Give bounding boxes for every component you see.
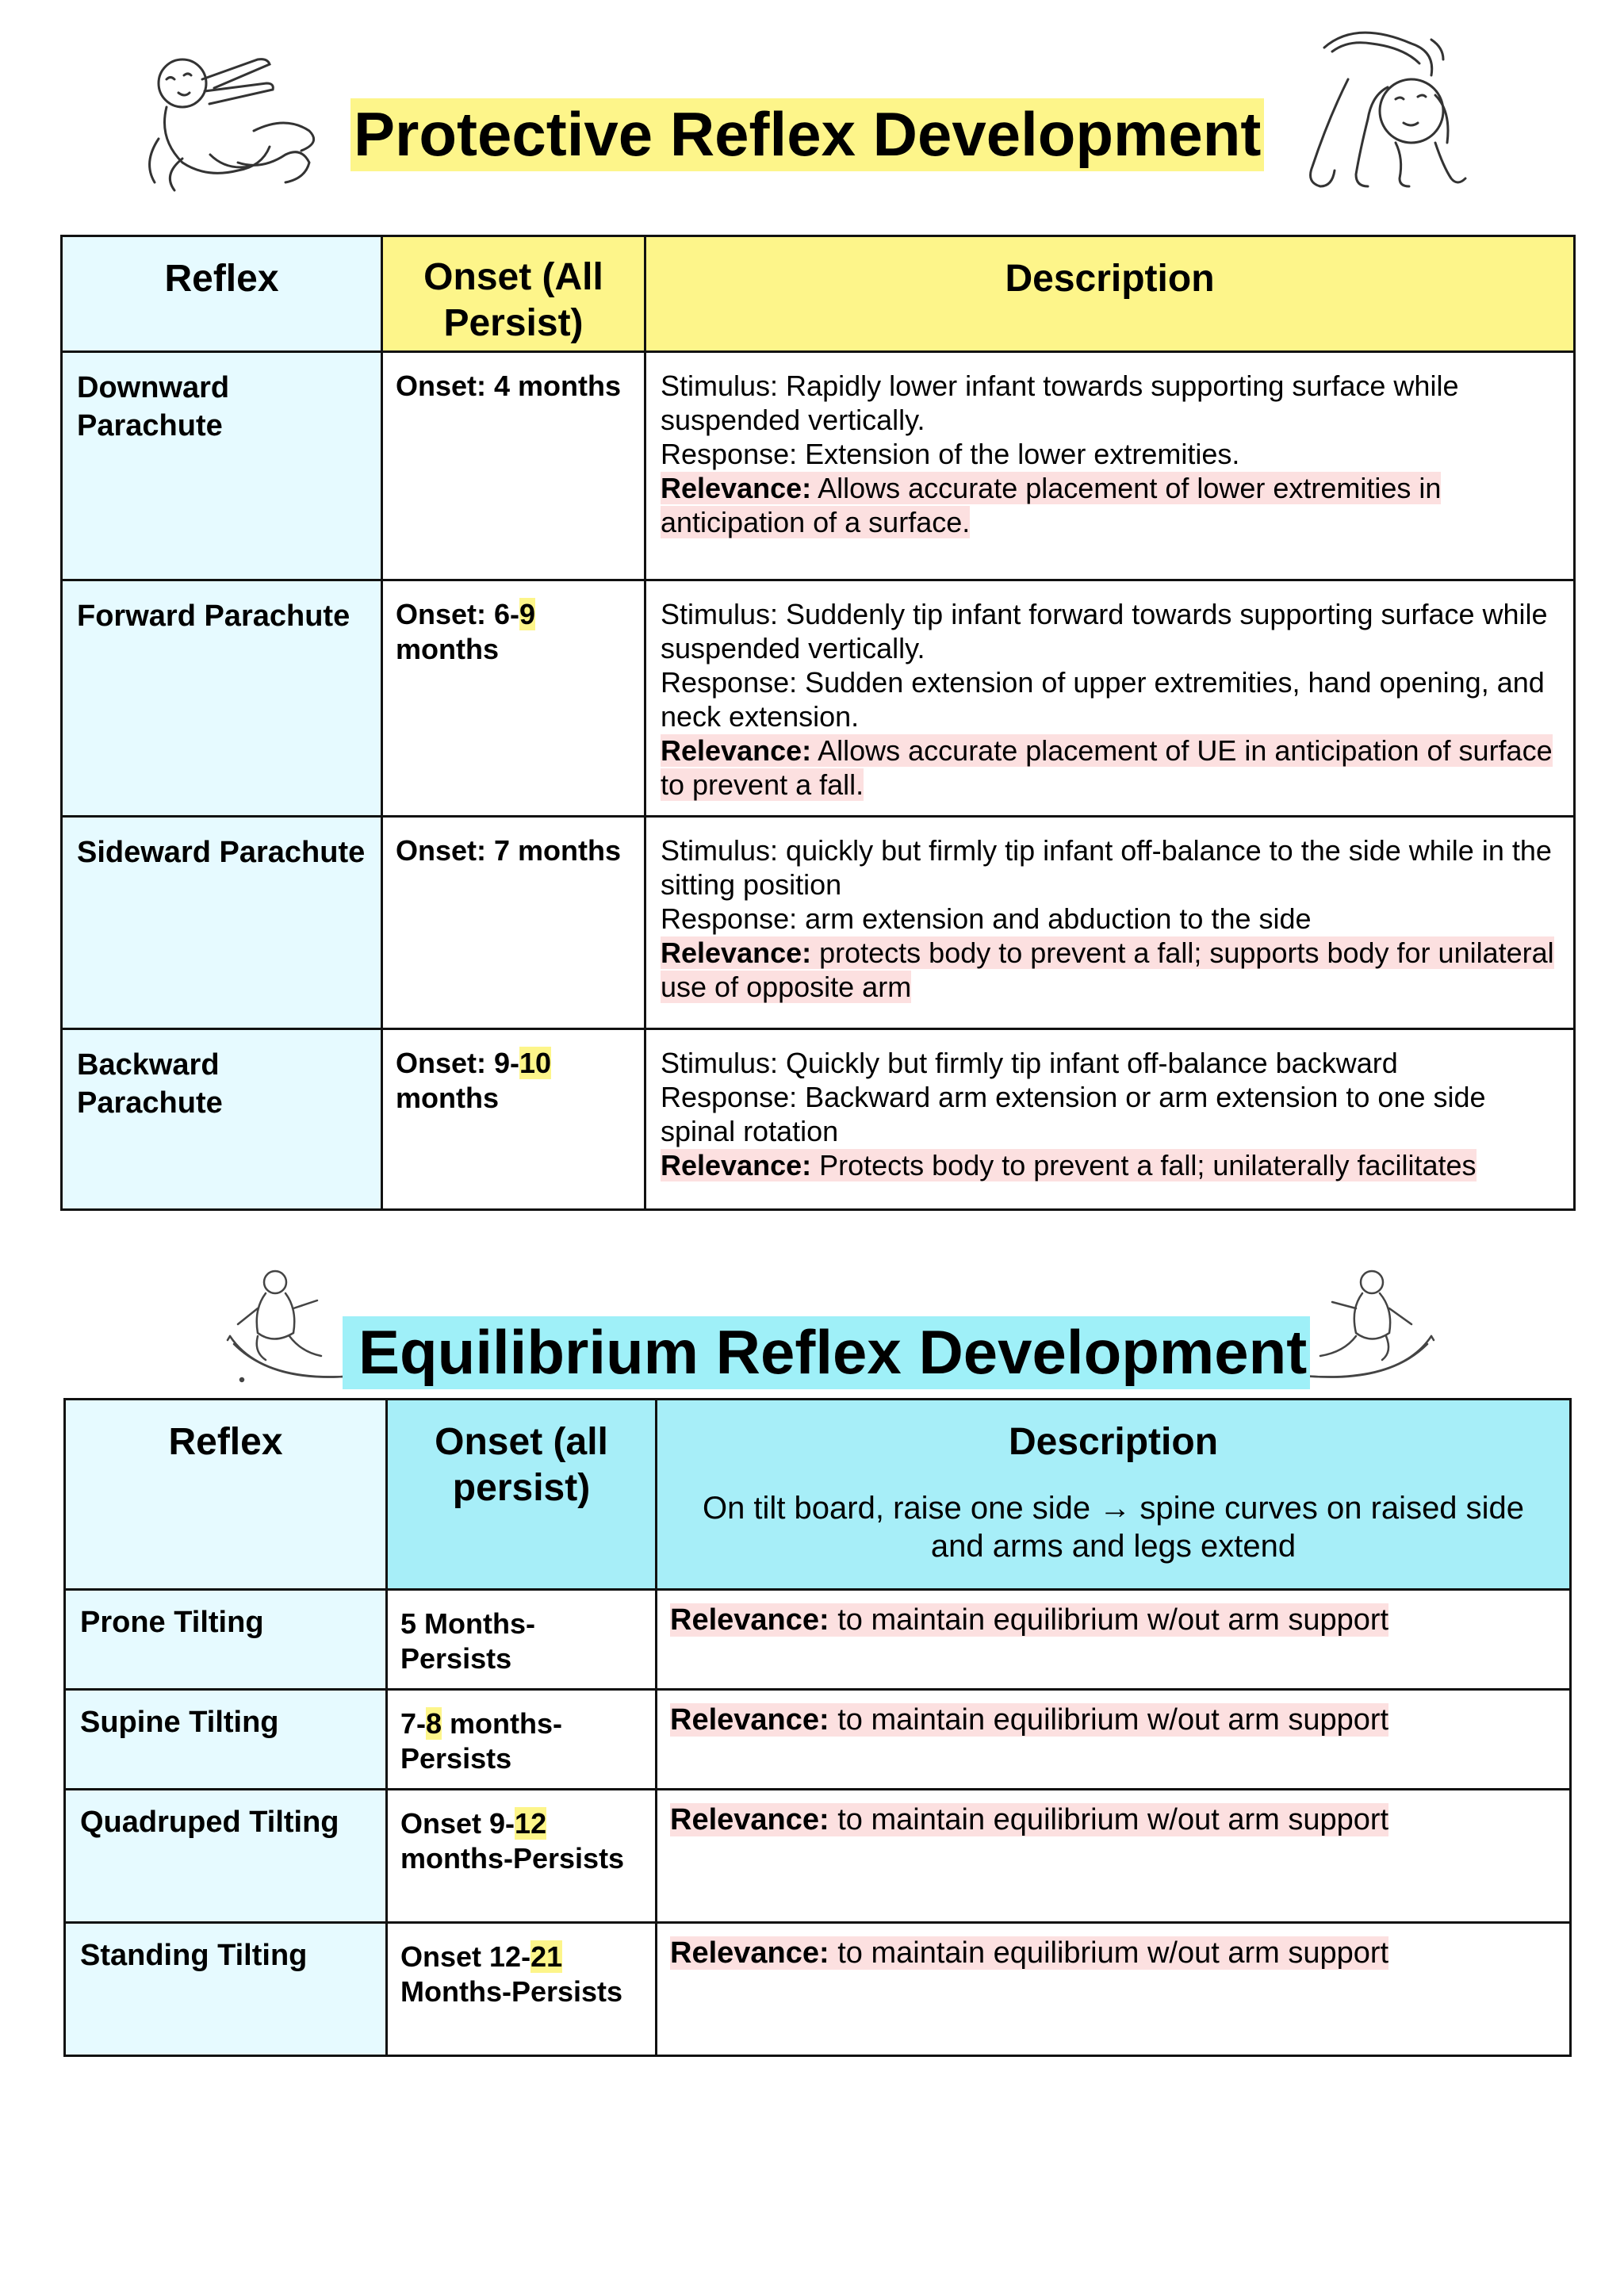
header-onset-label: Onset (All Persist)	[423, 256, 603, 344]
onset-text: Onset 12-	[400, 1940, 531, 1973]
description-cell	[657, 1923, 1571, 2056]
onset-highlight: 10	[519, 1047, 552, 1079]
onset-suffix: months	[396, 1082, 499, 1114]
reflex-name-cell	[62, 580, 382, 817]
reflex-name-cell	[65, 1790, 387, 1923]
relevance-text	[661, 734, 1553, 801]
header-reflex	[62, 236, 382, 352]
onset-text: 5 Months-	[400, 1607, 535, 1640]
reflex-name: Backward Parachute	[77, 1048, 223, 1120]
stimulus-text: Stimulus: Quickly but firmly tip infant off-balance backward	[661, 1047, 1398, 1079]
relevance-label: Relevance:	[661, 936, 812, 969]
description-cell	[657, 1690, 1571, 1790]
protective-title: Protective Reflex Development	[350, 98, 1264, 171]
onset-highlight: 12	[515, 1807, 547, 1840]
relevance-body: to maintain equilibrium w/out arm support	[829, 1803, 1389, 1836]
reflex-name: Standing Tilting	[80, 1939, 308, 1972]
reflex-name-cell	[62, 352, 382, 580]
header-onset	[387, 1400, 657, 1590]
relevance-label: Relevance:	[670, 1803, 829, 1836]
reflex-name: Prone Tilting	[80, 1606, 264, 1639]
relevance-text	[670, 1936, 1388, 1970]
onset-suffix: Months-Persists	[400, 1975, 623, 2008]
onset-text: 7-	[400, 1707, 427, 1740]
onset-highlight: 21	[530, 1940, 563, 1973]
description-cell	[657, 1590, 1571, 1690]
relevance-text	[670, 1803, 1388, 1836]
table-row	[65, 1923, 1571, 2056]
description-cell	[657, 1790, 1571, 1923]
onset-text: Onset: 9-	[396, 1047, 520, 1079]
description-cell	[645, 1029, 1575, 1210]
onset-suffix: months	[396, 633, 499, 665]
onset-cell	[387, 1590, 657, 1690]
response-text: Response: Extension of the lower extremities.	[661, 438, 1240, 470]
relevance-label: Relevance:	[661, 1149, 812, 1181]
reflex-name-cell	[65, 1590, 387, 1690]
relevance-text	[661, 936, 1554, 1003]
response-text: Response: arm extension and abduction to the side	[661, 902, 1312, 935]
relevance-body: to maintain equilibrium w/out arm support	[829, 1936, 1389, 1970]
onset-text: Onset: 4 months	[396, 370, 622, 402]
baby-tilt-board-left-illustration	[226, 1265, 361, 1392]
table-header-row	[65, 1400, 1571, 1590]
table-row	[62, 352, 1575, 580]
relevance-body: Protects body to prevent a fall; unilaterally facilitates	[811, 1149, 1477, 1181]
relevance-label: Relevance:	[670, 1703, 829, 1737]
onset-cell	[382, 352, 645, 580]
description-cell	[645, 580, 1575, 817]
header-description-label: Description	[1005, 258, 1215, 300]
response-text: Response: Sudden extension of upper extremities, hand opening, and neck extension.	[661, 666, 1545, 733]
response-text: Response: Backward arm extension or arm extension to one side spinal rotation	[661, 1081, 1486, 1147]
onset-suffix: months-Persists	[400, 1707, 563, 1775]
reflex-name-cell	[65, 1690, 387, 1790]
reflex-name: Forward Parachute	[77, 599, 350, 633]
relevance-body: to maintain equilibrium w/out arm support	[829, 1603, 1389, 1637]
header-description	[645, 236, 1575, 352]
stimulus-text: Stimulus: Rapidly lower infant towards supporting surface while suspended vertically.	[661, 370, 1459, 436]
description-cell	[645, 352, 1575, 580]
onset-suffix: months-Persists	[400, 1842, 625, 1875]
stimulus-text: Stimulus: Suddenly tip infant forward towards supporting surface while suspended vertically.	[661, 598, 1548, 664]
reflex-name: Downward Parachute	[77, 371, 230, 442]
relevance-label: Relevance:	[670, 1936, 829, 1970]
description-cell	[645, 817, 1575, 1029]
table-row	[65, 1690, 1571, 1790]
stimulus-text: Stimulus: quickly but firmly tip infant off-balance to the side while in the sitting position	[661, 834, 1552, 901]
onset-cell	[382, 817, 645, 1029]
protective-reflex-table	[60, 235, 1576, 1211]
onset-text: Onset 9-	[400, 1807, 515, 1840]
baby-crawling-illustration	[1300, 24, 1467, 198]
onset-text: Onset: 6-	[396, 598, 520, 630]
table-header-row	[62, 236, 1575, 352]
reflex-name-cell	[65, 1923, 387, 2056]
onset-cell	[387, 1923, 657, 2056]
header-description	[657, 1400, 1571, 1590]
onset-text: Onset: 7 months	[396, 834, 622, 867]
onset-cell	[382, 1029, 645, 1210]
equilibrium-reflex-table	[63, 1398, 1572, 2057]
relevance-text	[661, 1149, 1477, 1181]
reflex-name: Supine Tilting	[80, 1706, 279, 1739]
header-reflex-label: Reflex	[164, 258, 279, 300]
reflex-name: Sideward Parachute	[77, 836, 366, 869]
relevance-text	[661, 472, 1441, 538]
reflex-name: Quadruped Tilting	[80, 1806, 339, 1839]
onset-highlight: 9	[519, 598, 536, 630]
header-onset-label: Onset (all persist)	[435, 1421, 608, 1509]
onset-cell	[387, 1790, 657, 1923]
onset-highlight: 8	[426, 1707, 442, 1740]
header-description-subtext: On tilt board, raise one side → spine curves on raised side and arms and legs extend	[702, 1491, 1525, 1564]
header-description-label: Description	[1008, 1421, 1219, 1463]
table-row	[62, 817, 1575, 1029]
reflex-name-cell	[62, 817, 382, 1029]
onset-cell	[387, 1690, 657, 1790]
baby-tilt-board-right-illustration	[1293, 1265, 1435, 1392]
relevance-label: Relevance:	[661, 734, 812, 767]
reflex-name-cell	[62, 1029, 382, 1210]
table-row	[62, 1029, 1575, 1210]
relevance-body: Allows accurate placement of lower extremities in anticipation of a surface.	[661, 472, 1442, 538]
table-row	[65, 1790, 1571, 1923]
relevance-body: to maintain equilibrium w/out arm support	[829, 1703, 1389, 1737]
header-reflex-label: Reflex	[168, 1421, 283, 1463]
onset-suffix: Persists	[400, 1642, 512, 1675]
table-row	[62, 580, 1575, 817]
relevance-text	[670, 1603, 1388, 1637]
relevance-label: Relevance:	[670, 1603, 829, 1637]
relevance-body: Allows accurate placement of UE in anticipation of surface to prevent a fall.	[661, 734, 1553, 801]
table-row	[65, 1590, 1571, 1690]
relevance-body: protects body to prevent a fall; supports body for unilateral use of opposite arm	[661, 936, 1554, 1003]
onset-cell	[382, 580, 645, 817]
relevance-text	[670, 1703, 1388, 1737]
relevance-label: Relevance:	[661, 472, 812, 504]
baby-lying-illustration	[135, 44, 333, 198]
header-onset	[382, 236, 645, 352]
equilibrium-title: Equilibrium Reflex Development	[343, 1316, 1310, 1389]
header-reflex	[65, 1400, 387, 1590]
